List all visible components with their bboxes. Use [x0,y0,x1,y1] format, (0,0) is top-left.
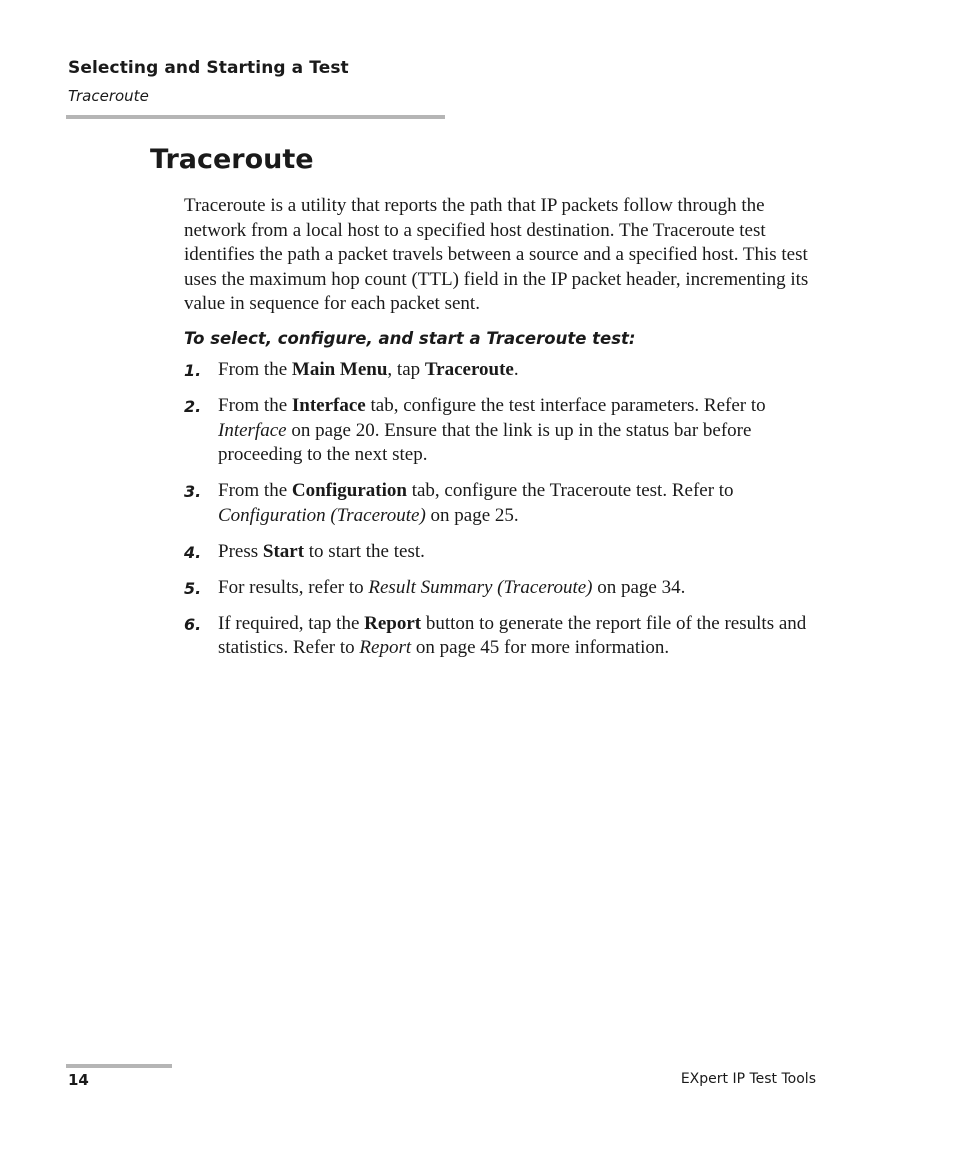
procedure-heading: To select, configure, and start a Traceroute test: [184,329,636,348]
footer-rule [66,1064,172,1068]
step-text: , tap [387,359,425,380]
step-text: on page 34. [592,576,686,598]
step-number: 3. [184,482,202,502]
ui-term: Configuration [291,480,407,502]
step-text: on page 45 for more information. [411,637,670,659]
ui-term: Start [262,540,305,562]
running-header-section: Traceroute [68,87,149,105]
step-5 [184,576,824,601]
step-text: to start the test. [304,540,425,562]
step-text: If required, tap the [218,612,365,634]
header-rule [66,115,445,119]
step-number: 1. [184,361,202,380]
ui-term: Main Menu [291,359,388,380]
step-number: 4. [184,542,202,562]
ui-term: Interface [291,394,366,416]
procedure-steps [184,358,824,672]
step-number: 2. [184,396,202,416]
cross-reference: Configuration (Traceroute) [218,504,426,526]
step-2 [184,394,824,468]
step-text: Press [218,540,263,562]
cross-reference: Interface [218,419,287,441]
step-text: tab, configure the Traceroute test. Refer to [406,480,734,502]
step-3 [184,479,824,528]
step-text: For results, refer to [218,576,369,598]
intro-paragraph: Traceroute is a utility that reports the path that IP packets follow through the network from a local host to a specified host destination. The Traceroute test identifies the path a packet travels between a source and a specified host. This test uses the maximum hop count (TTL) field in the IP packet header, incrementing its value in sequence for each packet sent. [184,195,809,315]
section-title: Traceroute [150,144,314,175]
step-4 [184,540,824,565]
ui-term: Report [364,612,422,634]
step-text: tab, configure the test interface parameters. Refer to [365,394,766,416]
cross-reference: Report [359,637,412,659]
cross-reference: Result Summary (Traceroute) [368,576,593,598]
step-text: From the [218,359,292,380]
step-text: on page 25. [425,504,519,526]
step-text: button to generate the report file of the results and statistics. Refer to [218,612,807,659]
step-text: . [513,359,519,380]
step-text: From the [218,480,292,502]
step-number: 6. [184,614,202,634]
step-6 [184,612,824,661]
running-header-chapter: Selecting and Starting a Test [68,58,349,78]
step-text: on page 20. Ensure that the link is up in the status bar before proceeding to the next step. [218,419,752,466]
step-1 [184,358,824,383]
ui-term: Traceroute [424,359,514,380]
step-text: From the [218,394,292,416]
page-number: 14 [68,1071,89,1089]
document-name: EXpert IP Test Tools [680,1071,816,1087]
step-number: 5. [184,578,202,598]
